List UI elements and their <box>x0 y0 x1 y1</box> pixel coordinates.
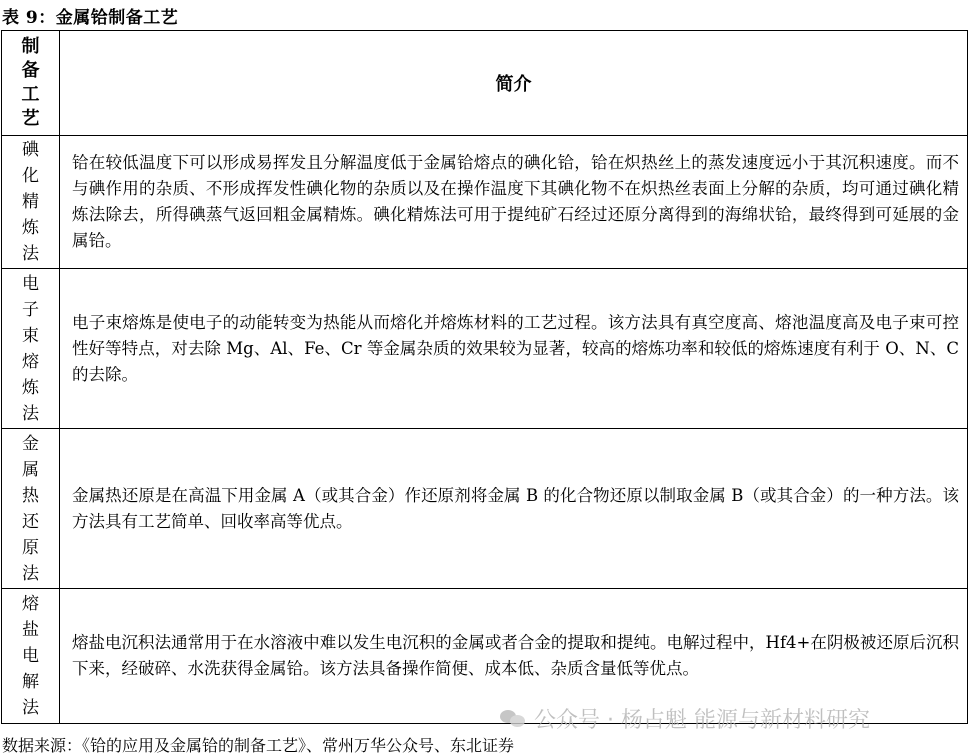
method-cell: 碘化精炼法 <box>2 136 60 269</box>
watermark <box>500 703 870 734</box>
source-note: 数据来源：《铪的应用及金属铪的制备工艺》、常州万华公众号、东北证券 <box>2 736 515 755</box>
watermark-text: 公众号 · 杨占魁 能源与新材料研究 <box>534 708 870 733</box>
method-cell: 电子束熔炼法 <box>2 269 60 429</box>
method-cell: 熔盐电解法 <box>2 589 60 724</box>
process-table <box>1 30 968 724</box>
table-row <box>2 429 968 589</box>
description-cell: 熔盐电沉积法通常用于在水溶液中难以发生电沉积的金属或者合金的提取和提纯。电解过程中，Hf4+在阴极被还原后沉积下来，经破碎、水洗获得金属铪。该方法具备操作简便、成本低、杂质含量低等优点。 <box>60 589 968 724</box>
method-cell: 金属热还原法 <box>2 429 60 589</box>
description-cell: 电子束熔炼是使电子的动能转变为热能从而熔化并熔炼材料的工艺过程。该方法具有真空度高、熔池温度高及电子束可控性好等特点，对去除 Mg、Al、Fe、Cr 等金属杂质的效果较为显著，较高的熔炼功率和较低的熔炼速度有利于 O、N、C 的去除。 <box>60 269 968 429</box>
table-row <box>2 136 968 269</box>
wechat-icon <box>500 708 526 730</box>
description-cell: 金属热还原是在高温下用金属 A（或其合金）作还原剂将金属 B 的化合物还原以制取金属 B（或其合金）的一种方法。该方法具有工艺简单、回收率高等优点。 <box>60 429 968 589</box>
description-cell: 铪在较低温度下可以形成易挥发且分解温度低于金属铪熔点的碘化铪，铪在炽热丝上的蒸发速度远小于其沉积速度。而不与碘作用的杂质、不形成挥发性碘化物的杂质以及在操作温度下其碘化物不在炽热丝表面上分解的杂质，均可通过碘化精炼法除去，所得碘蒸气返回粗金属精炼。碘化精炼法可用于提纯矿石经过还原分离得到的海绵状铪，最终得到可延展的金属铪。 <box>60 136 968 269</box>
table-row <box>2 269 968 429</box>
header-method: 制备工艺 <box>2 31 60 136</box>
table-header-row <box>2 31 968 136</box>
header-description: 简介 <box>60 31 968 136</box>
table-title: 表 9：金属铪制备工艺 <box>2 8 179 28</box>
